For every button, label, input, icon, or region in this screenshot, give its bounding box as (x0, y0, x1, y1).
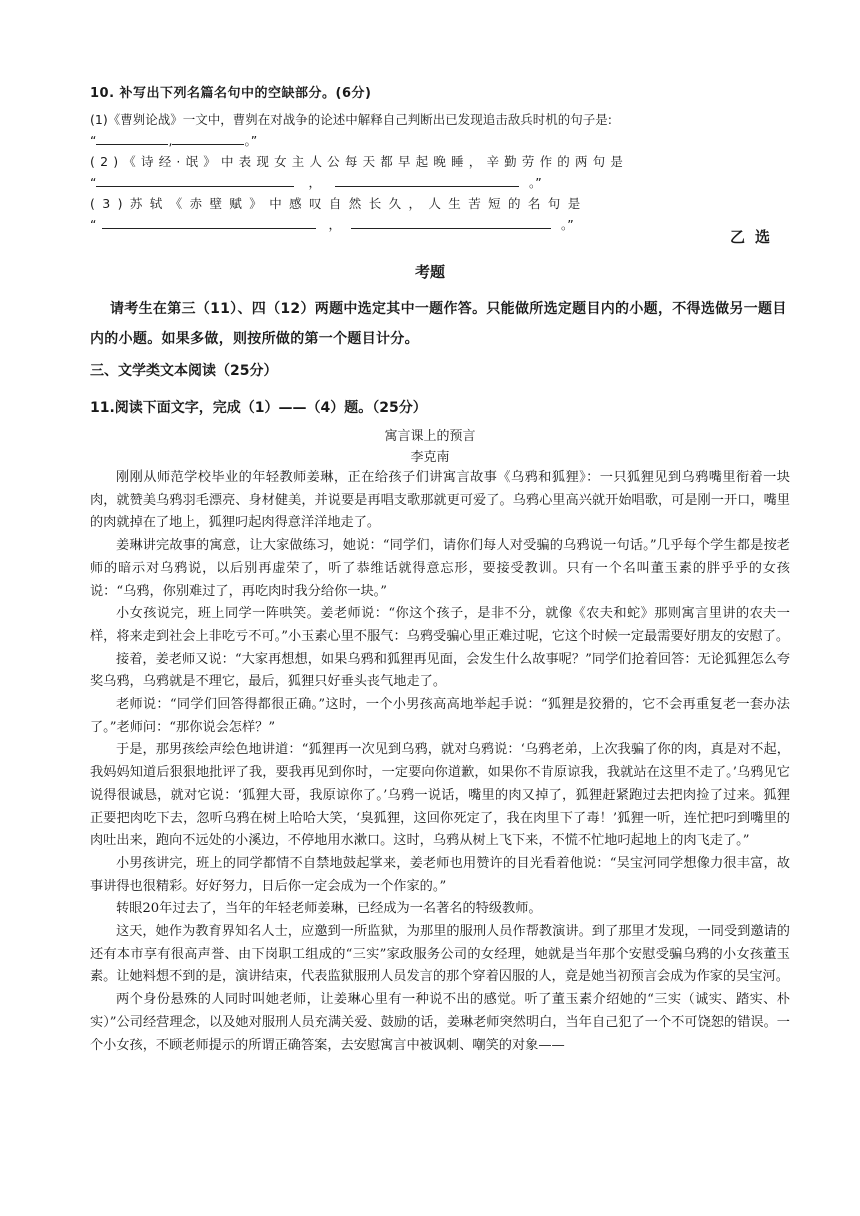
item-1-text: (1)《曹刿论战》一文中，曹刿在对战争的论述中解释自己判断出已发现追击敌兵时机的句子是: (90, 112, 612, 127)
story-paragraph: 转眼20年过去了，当年的年轻老师姜琳，已经成为一名著名的特级教师。 (116, 901, 542, 917)
answer-blank[interactable] (351, 214, 551, 229)
story-paragraph: 小女孩说完，班上同学一阵哄笑。姜老师说：“你这个孩子，是非不分，就像《农夫和蛇》那则寓言里讲的农夫一样，将来走到社会上非吃亏不可。”小玉素心里不服气：乌鸦受骗心里正难过呢，它这个时候一定最需要好朋友的安慰了。 (90, 606, 790, 644)
item-3-text: (3)苏轼《赤壁赋》中感叹自然长久，人生苦短的名句是 (90, 196, 588, 211)
section-header-part-2: 考题 (414, 263, 445, 281)
question-10-item-3 (90, 193, 730, 214)
answer-blank[interactable] (96, 172, 294, 187)
story-paragraph: 姜琳讲完故事的寓意，让大家做练习，她说：“同学们，请你们每人对受骗的乌鸦说一句话。”几乎每个学生都是按老师的暗示对乌鸦说，以后别再虚荣了，听了恭维话就得意忘形，要接受教训。只有一个名叫董玉素的胖乎乎的女孩说：“乌鸦，你别难过了，再吃肉时我分给你一块。” (90, 538, 790, 599)
story-paragraph: 刚刚从师范学校毕业的年轻教师姜琳，正在给孩子们讲寓言故事《乌鸦和狐狸》：一只狐狸见到乌鸦嘴里衔着一块肉，就赞美乌鸦羽毛漂亮、身材健美，并说要是再唱支歌那就更可爱了。乌鸦心里高兴就开始唱歌，可是刚一开口，嘴里的肉就掉在了地上，狐狸叼起肉得意洋洋地走了。 (90, 470, 790, 531)
answer-blank[interactable] (102, 214, 316, 229)
question-10-item-1 (90, 109, 730, 130)
story-paragraph: 两个身份悬殊的人同时叫她老师，让姜琳心里有一种说不出的感觉。听了董玉素介绍她的“三实（诚实、踏实、朴实）”公司经营理念，以及她对服刑人员充满关爱、鼓励的话，姜琳老师突然明白，当年自己犯了一个不可饶恕的错误。一个小女孩，不顾老师提示的所谓正确答案，去安慰寓言中被讽刺、嘲笑的对象—— (90, 992, 790, 1053)
story-paragraph: 接着，姜老师又说：“大家再想想，如果乌鸦和狐狸再见面，会发生什么故事呢？”同学们抢着回答：无论狐狸怎么夸奖乌鸦，乌鸦就是不理它，最后，狐狸只好垂头丧气地走了。 (90, 651, 790, 690)
story-title: 寓言课上的预言 (384, 429, 476, 444)
answer-blank[interactable] (96, 130, 168, 145)
question-11-prompt: 11.阅读下面文字，完成（1）——（4）题。（25分） (90, 400, 427, 416)
question-10-block (90, 82, 730, 235)
question-10-item-3-blanks: “ ， 。” (90, 214, 730, 235)
section-header-part-1: 乙选 (730, 228, 781, 246)
story-paragraph: 小男孩讲完，班上的同学都情不自禁地鼓起掌来，姜老师也用赞许的目光看着他说：“吴宝河同学想像力很丰富，故事讲得也很精彩。好好努力，日后你一定会成为一个作家的。” (90, 855, 790, 894)
instruction-text: 请考生在第三（11）、四（12）两题中选定其中一题作答。只能做所选定题目内的小题，不得选做另一题目内的小题。如果多做，则按所做的第一个题目计分。 (90, 301, 787, 347)
story-body (90, 467, 790, 1057)
answer-blank[interactable] (172, 130, 244, 145)
story-author: 李克南 (410, 450, 450, 465)
question-10-title: 10. 补写出下列名篇名句中的空缺部分。(6分) (90, 86, 372, 101)
question-10-item-2 (90, 151, 730, 172)
question-10-item-2-blanks: “ ， 。” (90, 172, 730, 193)
story-paragraph: 于是，那男孩绘声绘色地讲道：“狐狸再一次见到乌鸦，就对乌鸦说：‘乌鸦老弟，上次我骗了你的肉，真是对不起，我妈妈知道后狠狠地批评了我，要我再见到你时，一定要向你道歉，如果你不肯原谅我，我就站在这里不走了。’乌鸦见它说得很诚恳，就对它说：‘狐狸大哥，我原谅你了。’乌鸦一说话，嘴里的肉又掉了，狐狸赶紧跑过去把肉捡了过来。狐狸正要把肉吃下去，忽听乌鸦在树上哈哈大笑，‘臭狐狸，这回你死定了，我在肉里下了毒！’狐狸一听，连忙把叼到嘴里的肉吐出来，跑向不远处的小溪边，不停地用水漱口。这时，乌鸦从树上飞下来，不慌不忙地叼起地上的肉飞走了。” (90, 742, 790, 849)
item-2-text: (2)《诗经·氓》中表现女主人公每天都早起晚睡，辛勤劳作的两句是 (90, 154, 629, 169)
question-10-item-1-blanks: “ , 。” (90, 130, 730, 151)
story-paragraph: 老师说：“同学们回答得都很正确。”这时，一个小男孩高高地举起手说：“狐狸是狡猾的，它不会再重复老一套办法了。”老师问：“那你说会怎样？” (90, 697, 790, 735)
answer-blank[interactable] (335, 172, 519, 187)
story-paragraph: 这天，她作为教育界知名人士，应邀到一所监狱，为那里的服刑人员作帮教演讲。到了那里才发现，一同受到邀请的还有本市享有很高声誉、由下岗职工组成的“三实”家政服务公司的女经理，她就是当年那个安慰受骗乌鸦的小女孩董玉素。让她料想不到的是，演讲结束，代表监狱服刑人员发言的那个穿着囚服的人，竟是她当初预言会成为作家的吴宝河。 (90, 924, 790, 985)
section-3-heading: 三、文学类文本阅读（25分） (90, 363, 278, 379)
